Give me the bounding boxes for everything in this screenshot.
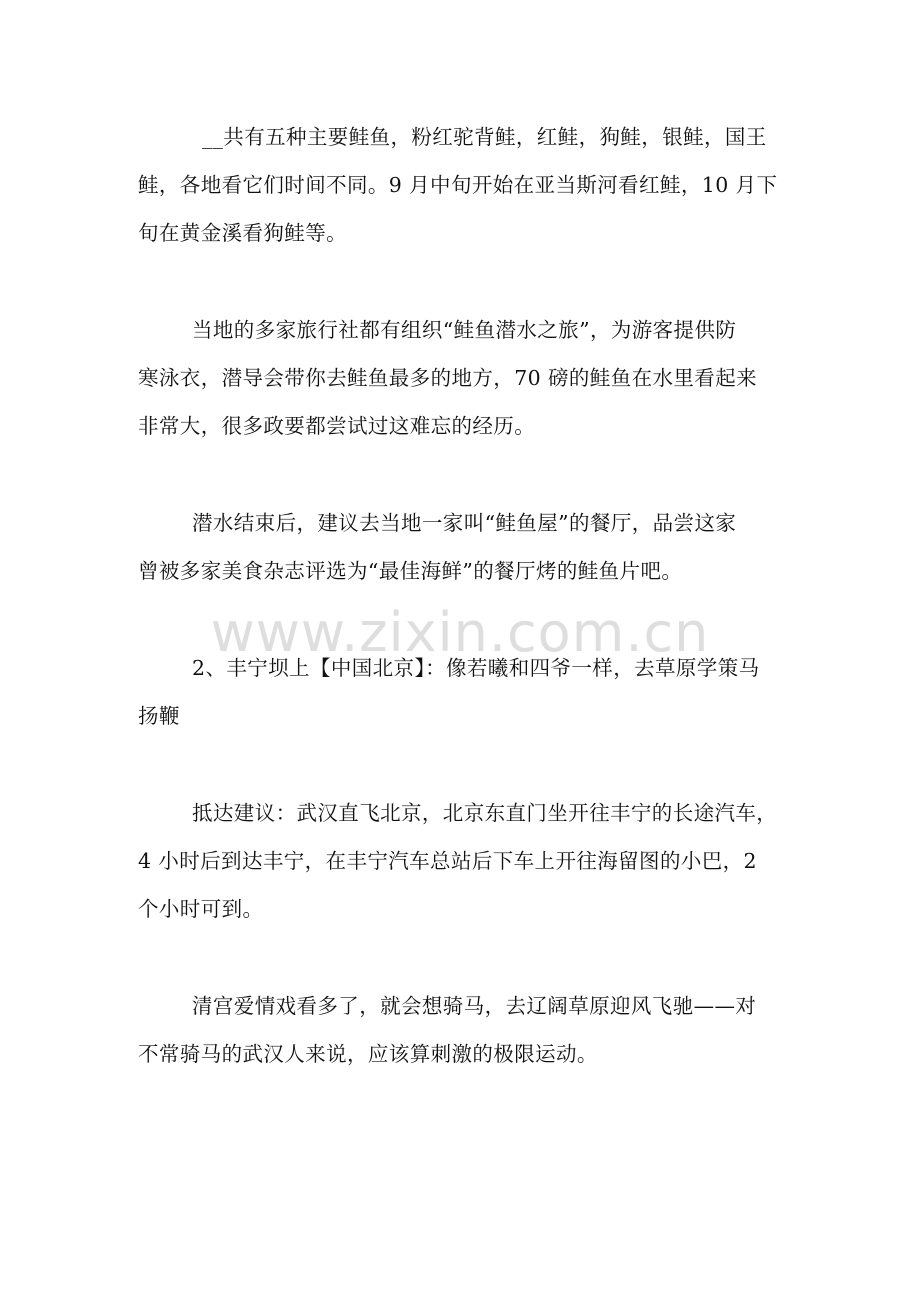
paragraph-2-line-3: 非常大，很多政要都尝试过这难忘的经历。 <box>138 414 536 438</box>
paragraph-4-line-2: 扬鞭 <box>138 704 180 728</box>
paragraph-1-line-1: __共有五种主要鲑鱼，粉红驼背鲑，红鲑，狗鲑，银鲑，国王 <box>202 125 767 149</box>
paragraph-3-line-2: 曾被多家美食杂志评选为“最佳海鲜”的餐厅烤的鲑鱼片吧。 <box>138 559 683 583</box>
paragraph-2-line-2: 寒泳衣，潜导会带你去鲑鱼最多的地方，70 磅的鲑鱼在水里看起来 <box>138 366 757 390</box>
paragraph-5-line-1: 抵达建议：武汉直飞北京，北京东直门坐开往丰宁的长途汽车， <box>192 801 778 825</box>
paragraph-3-line-1: 潜水结束后，建议去当地一家叫“鲑鱼屋”的餐厅，品尝这家 <box>192 511 737 535</box>
watermark: www.zixin.com.cn <box>210 601 710 664</box>
paragraph-1-line-2: 鲑，各地看它们时间不同。9 月中旬开始在亚当斯河看红鲑，10 月下 <box>138 173 778 197</box>
paragraph-4-line-1: 2、丰宁坝上【中国北京】：像若曦和四爷一样，去草原学策马 <box>192 656 760 680</box>
paragraph-1-line-3: 旬在黄金溪看狗鲑等。 <box>138 221 347 245</box>
paragraph-2-line-1: 当地的多家旅行社都有组织“鲑鱼潜水之旅”，为游客提供防 <box>192 318 737 342</box>
paragraph-6-line-2: 不常骑马的武汉人来说，应该算刺激的极限运动。 <box>138 1042 598 1066</box>
paragraph-6-line-1: 清宫爱情戏看多了，就会想骑马，去辽阔草原迎风飞驰——对 <box>192 994 757 1018</box>
paragraph-5-line-2: 4 小时后到达丰宁，在丰宁汽车总站后下车上开往海留图的小巴，2 <box>138 849 757 873</box>
paragraph-5-line-3: 个小时可到。 <box>138 897 264 921</box>
